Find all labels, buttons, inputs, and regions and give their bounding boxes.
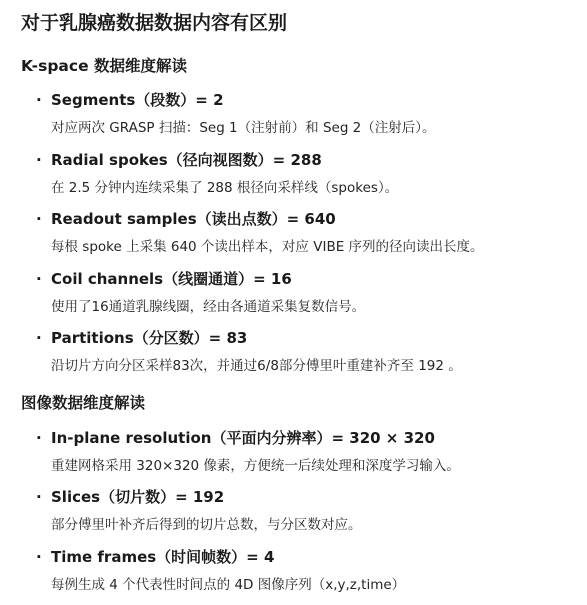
page-title: 对于乳腺癌数据数据内容有区别 xyxy=(21,12,288,34)
bullet-dot: · xyxy=(36,429,42,447)
item-label: Segments（段数）= 2 xyxy=(51,91,224,109)
item-label: Radial spokes（径向视图数）= 288 xyxy=(51,151,322,169)
item-description: 沿切片方向分区采样83次，并通过6/8部分傅里叶重建补齐至 192 。 xyxy=(51,358,462,374)
bullet-dot: · xyxy=(36,151,42,169)
item-label: Partitions（分区数）= 83 xyxy=(51,329,248,347)
item-description: 重建网格采用 320×320 像素，方便统一后续处理和深度学习输入。 xyxy=(51,458,460,474)
bullet-dot: · xyxy=(36,210,42,228)
bullet-dot: · xyxy=(36,270,42,288)
item-label: Readout samples（读出点数）= 640 xyxy=(51,210,336,228)
bullet-dot: · xyxy=(36,329,42,347)
bullet-dot: · xyxy=(36,91,42,109)
item-description: 使用了16通道乳腺线圈，经由各通道采集复数信号。 xyxy=(51,299,366,315)
item-description: 对应两次 GRASP 扫描：Seg 1（注射前）和 Seg 2（注射后）。 xyxy=(51,120,436,136)
item-description: 在 2.5 分钟内连续采集了 288 根径向采样线（spokes）。 xyxy=(51,180,399,196)
section-heading-image: 图像数据维度解读 xyxy=(21,394,146,412)
section-heading-kspace: K-space 数据维度解读 xyxy=(21,57,187,75)
bullet-dot: · xyxy=(36,548,42,566)
item-description: 每根 spoke 上采集 640 个读出样本，对应 VIBE 序列的径向读出长度。 xyxy=(51,239,484,255)
item-label: Slices（切片数）= 192 xyxy=(51,488,225,506)
bullet-dot: · xyxy=(36,488,42,506)
item-description: 每例生成 4 个代表性时间点的 4D 图像序列（x,y,z,time） xyxy=(51,577,406,593)
item-description: 部分傅里叶补齐后得到的切片总数，与分区数对应。 xyxy=(51,517,362,533)
item-label: Coil channels（线圈通道）= 16 xyxy=(51,270,292,288)
item-label: In-plane resolution（平面内分辨率）= 320 × 320 xyxy=(51,429,435,447)
item-label: Time frames（时间帧数）= 4 xyxy=(51,548,275,566)
